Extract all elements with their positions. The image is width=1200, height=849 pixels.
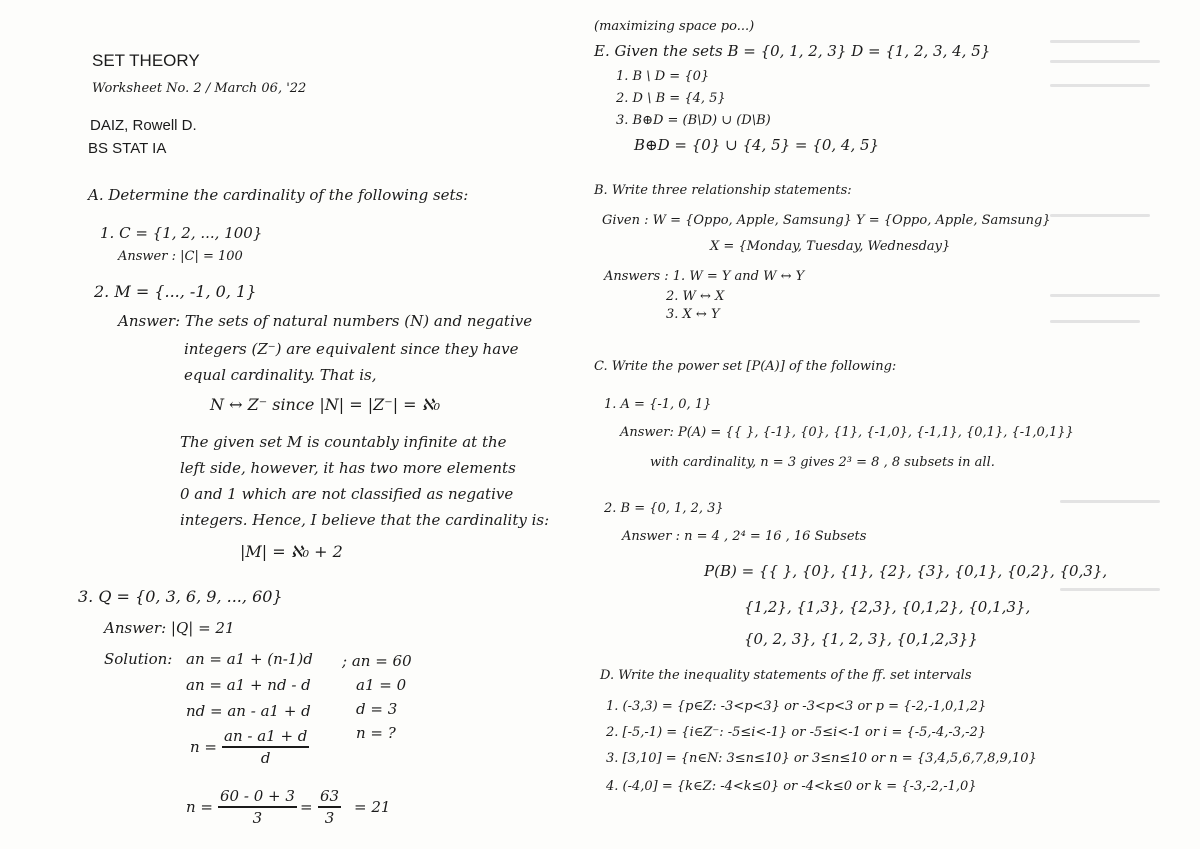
a-item2-equivalence: N ↔ Z⁻ since |N| = |Z⁻| = ℵ₀ (210, 395, 440, 414)
solution-step2: an = a1 + nd - d (186, 676, 311, 694)
c-item2-answer: Answer : n = 4 , 2⁴ = 16 , 16 Subsets (622, 529, 867, 544)
final-fraction-2-denominator: 3 (324, 809, 335, 827)
b-answers-l1: Answers : 1. W = Y and W ↔ Y (604, 269, 805, 284)
student-course: BS STAT IA (88, 140, 167, 157)
c-item2: 2. B = {0, 1, 2, 3} (604, 501, 724, 516)
solution-step1: an = a1 + (n-1)d (186, 650, 313, 668)
final-equals: = (300, 798, 313, 816)
b-answers-l2: 2. W ↔ X (666, 289, 725, 304)
bleed-through-mark (1050, 294, 1160, 297)
bleed-through-mark (1050, 320, 1140, 323)
a-item2-answer-l3: equal cardinality. That is, (184, 366, 377, 384)
d-line2: 2. [-5,-1) = {i∈Z⁻: -5≤i<-1} or -5≤i<-1 or i = {-5,-4,-3,-2} (606, 725, 987, 740)
solution-n-label: n = (190, 738, 217, 756)
e-line2: 2. D \ B = {4, 5} (616, 91, 726, 106)
a-item2-answer-l2: integers (Z⁻) are equivalent since they have (184, 340, 519, 358)
final-fraction-1 (218, 786, 297, 828)
given-an: ; an = 60 (342, 652, 412, 670)
b-given-l2: X = {Monday, Tuesday, Wednesday} (710, 239, 951, 254)
a-item3: 3. Q = {0, 3, 6, 9, ..., 60} (78, 587, 283, 606)
d-line4: 4. (-4,0] = {k∈Z: -4<k≤0} or -4<k≤0 or k = {-3,-2,-1,0} (606, 779, 977, 794)
c-item1-answer: Answer: P(A) = {{ }, {-1}, {0}, {1}, {-1,0}, {-1,1}, {0,1}, {-1,0,1}} (620, 425, 1074, 440)
final-fraction-2-numerator: 63 (318, 786, 341, 808)
final-result: = 21 (354, 798, 391, 816)
e-line1: 1. B \ D = {0} (616, 69, 710, 84)
c-item1: 1. A = {-1, 0, 1} (604, 397, 712, 412)
given-d: d = 3 (356, 700, 398, 718)
solution-label: Solution: (104, 650, 173, 668)
section-a-heading: A. Determine the cardinality of the following sets: (88, 186, 469, 204)
given-n: n = ? (356, 724, 396, 742)
a-item1-answer: Answer : |C| = 100 (118, 249, 243, 264)
final-fraction-1-numerator: 60 - 0 + 3 (218, 786, 297, 808)
solution-fraction-numerator: an - a1 + d (222, 726, 309, 748)
e-line3: 3. B⊕D = (B\D) ∪ (D\B) (616, 113, 771, 128)
solution-step3: nd = an - a1 + d (186, 702, 311, 720)
worksheet-number-date: Worksheet No. 2 / March 06, '22 (92, 81, 307, 96)
left-column (0, 0, 580, 849)
given-a1: a1 = 0 (356, 676, 407, 694)
solution-fraction-denominator: d (260, 749, 271, 767)
e-line4: B⊕D = {0} ∪ {4, 5} = {0, 4, 5} (634, 136, 880, 154)
worksheet-title: SET THEORY (92, 51, 200, 70)
bleed-through-mark (1050, 60, 1160, 63)
a-item2-para-l3: 0 and 1 which are not classified as negative (180, 485, 514, 503)
d-line3: 3. [3,10] = {n∈N: 3≤n≤10} or 3≤n≤10 or n = {3,4,5,6,7,8,9,10} (606, 751, 1037, 766)
a-item3-answer: Answer: |Q| = 21 (104, 619, 235, 637)
section-d-heading: D. Write the inequality statements of the ff. set intervals (600, 668, 972, 683)
c-item1-cardinality: with cardinality, n = 3 gives 2³ = 8 , 8 subsets in all. (650, 455, 995, 470)
right-column (580, 0, 1200, 849)
solution-fraction (222, 726, 309, 768)
final-fraction-2 (318, 786, 341, 828)
section-e-heading: E. Given the sets B = {0, 1, 2, 3} D = {1, 2, 3, 4, 5} (594, 42, 991, 60)
bleed-through-mark (1050, 84, 1150, 87)
final-fraction-1-denominator: 3 (252, 809, 263, 827)
section-b-heading: B. Write three relationship statements: (594, 183, 852, 198)
a-item1: 1. C = {1, 2, ..., 100} (100, 224, 263, 242)
bleed-through-mark (1050, 40, 1140, 43)
c-item2-power-set-l1: P(B) = {{ }, {0}, {1}, {2}, {3}, {0,1}, {0,2}, {0,3}, (704, 562, 1108, 580)
space-note: (maximizing space po...) (594, 19, 755, 34)
a-item2-para-l4: integers. Hence, I believe that the cardinality is: (180, 511, 550, 529)
final-n-label: n = (186, 798, 213, 816)
a-item2-para-l1: The given set M is countably infinite at the (180, 433, 507, 451)
bleed-through-mark (1060, 500, 1160, 503)
c-item2-power-set-l2: {1,2}, {1,3}, {2,3}, {0,1,2}, {0,1,3}, (744, 598, 1031, 616)
a-item2-answer-l1: Answer: The sets of natural numbers (N) and negative (118, 312, 533, 330)
bleed-through-mark (1060, 588, 1160, 591)
a-item2: 2. M = {..., -1, 0, 1} (94, 282, 257, 301)
student-name: DAIZ, Rowell D. (90, 117, 197, 134)
a-item2-para-l2: left side, however, it has two more elements (180, 459, 516, 477)
b-answers-l3: 3. X ↔ Y (666, 307, 720, 322)
d-line1: 1. (-3,3) = {p∈Z: -3<p<3} or -3<p<3 or p = {-2,-1,0,1,2} (606, 699, 987, 714)
c-item2-power-set-l3: {0, 2, 3}, {1, 2, 3}, {0,1,2,3}} (744, 630, 978, 648)
a-item2-result: |M| = ℵ₀ + 2 (240, 542, 343, 561)
b-given-l1: Given : W = {Oppo, Apple, Samsung} Y = {Oppo, Apple, Samsung} (602, 213, 1051, 228)
section-c-heading: C. Write the power set [P(A)] of the following: (594, 359, 897, 374)
bleed-through-mark (1050, 214, 1150, 217)
